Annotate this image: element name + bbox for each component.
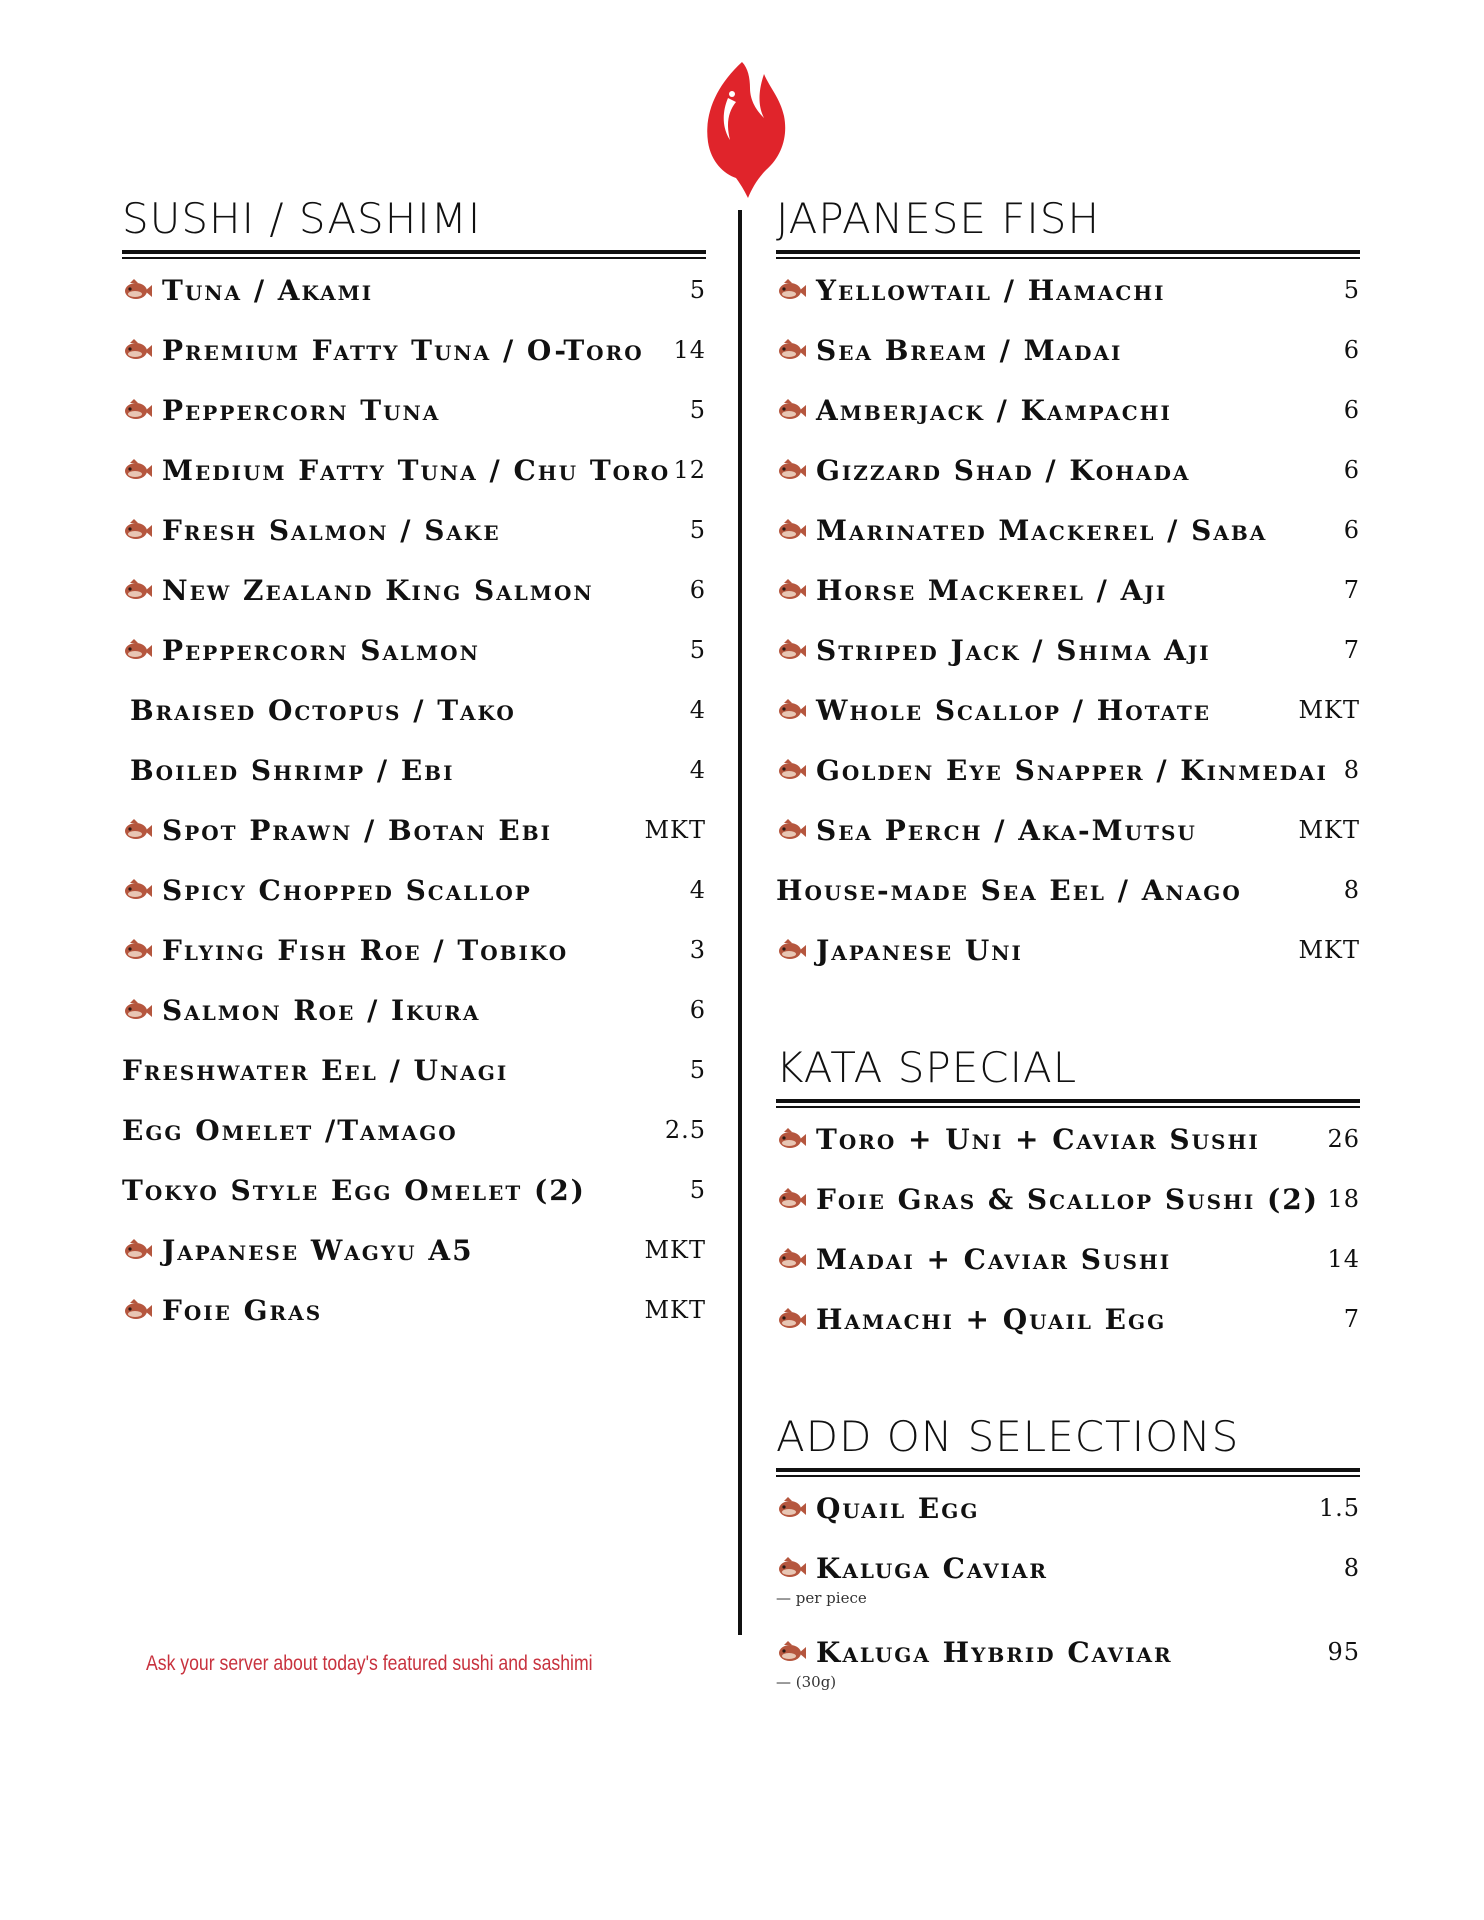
menu-item-price: 18 (1327, 1185, 1360, 1213)
menu-item (776, 453, 1360, 513)
menu-item-name: House-made Sea Eel / Anago (776, 873, 1242, 907)
menu-item-name: Foie Gras (162, 1293, 323, 1327)
blowfish-icon (122, 999, 152, 1021)
menu-item-name: Salmon Roe / Ikura (162, 993, 481, 1027)
menu-item-name: Gizzard Shad / Kohada (816, 453, 1191, 487)
menu-item-price: MKT (644, 1236, 706, 1264)
menu-item-price: MKT (1298, 696, 1360, 724)
menu-item-name: Spicy Chopped Scallop (162, 873, 532, 907)
menu-item (776, 1491, 1360, 1551)
menu-item-line (776, 513, 1360, 547)
menu-item-price: MKT (644, 816, 706, 844)
menu-item-line (122, 1233, 706, 1267)
menu-item-line (776, 1122, 1360, 1156)
menu-item-name: Quail Egg (816, 1491, 980, 1525)
menu-item-price: 5 (689, 1176, 706, 1204)
menu-item (122, 813, 706, 873)
blowfish-icon (776, 1641, 806, 1663)
section-rule (776, 1099, 1360, 1108)
menu-item (776, 1122, 1360, 1182)
menu-item-line (776, 933, 1360, 967)
menu-item-price: 2.5 (664, 1116, 706, 1144)
menu-item-price: 4 (689, 756, 706, 784)
blowfish-icon (776, 819, 806, 841)
menu-item-name: Boiled Shrimp / Ebi (130, 753, 455, 787)
menu-item-name: Premium Fatty Tuna / O-Toro (162, 333, 644, 367)
blowfish-icon (122, 519, 152, 541)
section-title: KATA SPECIAL (776, 1043, 1078, 1092)
section-title: JAPANESE FISH (776, 194, 1101, 243)
menu-item-name: Whole Scallop / Hotate (816, 693, 1211, 727)
menu-item-line (776, 1635, 1360, 1669)
menu-item-name: Flying Fish Roe / Tobiko (162, 933, 569, 967)
menu-item-price: 7 (1343, 636, 1360, 664)
menu-item-price: 12 (673, 456, 706, 484)
menu-item (122, 453, 706, 513)
section-kata-special (776, 1045, 1360, 1362)
blowfish-icon (776, 519, 806, 541)
menu-item (122, 993, 706, 1053)
menu-item-name: Sea Bream / Madai (816, 333, 1123, 367)
blowfish-icon (776, 339, 806, 361)
blowfish-icon (122, 339, 152, 361)
menu-item-price: 6 (1343, 456, 1360, 484)
menu-item-line (122, 933, 706, 967)
blowfish-icon (776, 399, 806, 421)
section-rule (776, 1468, 1360, 1477)
menu-item-line (122, 993, 706, 1027)
section-sushi-sashimi (122, 196, 706, 1353)
menu-item-line (122, 513, 706, 547)
menu-item-line (122, 393, 706, 427)
menu-item-name: Japanese Uni (816, 933, 1023, 967)
blowfish-icon (122, 399, 152, 421)
menu-item-name: New Zealand King Salmon (162, 573, 594, 607)
menu-item-name: Striped Jack / Shima Aji (816, 633, 1211, 667)
column-divider (738, 210, 742, 1635)
menu-item (776, 273, 1360, 333)
menu-item-price: 8 (1343, 1554, 1360, 1582)
blowfish-icon (776, 1557, 806, 1579)
section-japanese-fish (776, 196, 1360, 993)
menu-item-line (776, 393, 1360, 427)
menu-item-line (122, 873, 706, 907)
menu-item (776, 633, 1360, 693)
menu-item-price: 5 (689, 1056, 706, 1084)
menu-item (776, 1551, 1360, 1635)
menu-item-line (776, 1551, 1360, 1585)
menu-list (122, 273, 706, 1353)
menu-item-name: Fresh Salmon / Sake (162, 513, 501, 547)
menu-list (776, 1491, 1360, 1719)
section-add-on-selections (776, 1414, 1360, 1719)
menu-item-price: 5 (689, 516, 706, 544)
menu-item (776, 573, 1360, 633)
flame-fish-logo (698, 58, 790, 198)
blowfish-icon (122, 639, 152, 661)
menu-item (122, 933, 706, 993)
menu-item-price: 4 (689, 696, 706, 724)
menu-item (776, 1635, 1360, 1719)
menu-item-line (122, 1113, 706, 1147)
menu-item-price: 6 (1343, 516, 1360, 544)
menu-item-line (122, 693, 706, 727)
menu-item-price: MKT (644, 1296, 706, 1324)
menu-item-name: Japanese Wagyu A5 (162, 1233, 474, 1267)
blowfish-icon (122, 1299, 152, 1321)
blowfish-icon (776, 639, 806, 661)
left-column (122, 196, 706, 1353)
menu-item-price: MKT (1298, 936, 1360, 964)
menu-item-name: Egg Omelet /Tamago (122, 1113, 458, 1147)
menu-item-name: Kaluga Caviar (816, 1551, 1048, 1585)
menu-item-name: Peppercorn Salmon (162, 633, 480, 667)
blowfish-icon (122, 1239, 152, 1261)
menu-item-line (776, 1302, 1360, 1336)
menu-item-note: — (30g) (776, 1673, 837, 1691)
menu-item-price: 3 (689, 936, 706, 964)
menu-item-name: Tokyo Style Egg Omelet (2) (122, 1173, 586, 1207)
blowfish-icon (776, 459, 806, 481)
menu-item-line (776, 1242, 1360, 1276)
menu-item (776, 813, 1360, 873)
menu-item (776, 513, 1360, 573)
blowfish-icon (122, 819, 152, 841)
menu-item (122, 513, 706, 573)
menu-item (122, 573, 706, 633)
menu-item-price: 6 (689, 576, 706, 604)
menu-item-price: 6 (1343, 336, 1360, 364)
menu-item-line (776, 1182, 1360, 1216)
menu-item (122, 753, 706, 813)
menu-item-name: Amberjack / Kampachi (816, 393, 1172, 427)
menu-item-line (776, 333, 1360, 367)
blowfish-icon (776, 1497, 806, 1519)
menu-item (122, 393, 706, 453)
menu-item-line (122, 333, 706, 367)
footer-note: Ask your server about today's featured sushi and sashimi (146, 1652, 593, 1675)
menu-item-name: Golden Eye Snapper / Kinmedai (816, 753, 1328, 787)
blowfish-icon (776, 1128, 806, 1150)
menu-item-price: 14 (1327, 1245, 1360, 1273)
menu-item-price: 6 (689, 996, 706, 1024)
menu-item (122, 1173, 706, 1233)
section-title: SUSHI / SASHIMI (122, 194, 482, 243)
blowfish-icon (776, 579, 806, 601)
blowfish-icon (122, 459, 152, 481)
menu-item (776, 873, 1360, 933)
blowfish-icon (776, 1248, 806, 1270)
blowfish-icon (122, 279, 152, 301)
menu-item (776, 1302, 1360, 1362)
menu-item-price: 8 (1343, 876, 1360, 904)
menu-item-line (122, 753, 706, 787)
menu-item-line (776, 633, 1360, 667)
menu-item (776, 753, 1360, 813)
menu-item-name: Kaluga Hybrid Caviar (816, 1635, 1173, 1669)
menu-item-name: Toro + Uni + Caviar Sushi (816, 1122, 1260, 1156)
menu-item (122, 873, 706, 933)
menu-item-price: 5 (1343, 276, 1360, 304)
menu-item (122, 633, 706, 693)
menu-item-line (122, 453, 706, 487)
blowfish-icon (122, 879, 152, 901)
menu-item-price: 8 (1343, 756, 1360, 784)
menu-item-line (776, 453, 1360, 487)
menu-item (776, 1182, 1360, 1242)
blowfish-icon (776, 759, 806, 781)
menu-item-line (122, 1053, 706, 1087)
menu-item-name: Spot Prawn / Botan Ebi (162, 813, 552, 847)
menu-item-price: 26 (1327, 1125, 1360, 1153)
menu-item (776, 693, 1360, 753)
menu-item-line (776, 813, 1360, 847)
menu-item-name: Freshwater Eel / Unagi (122, 1053, 509, 1087)
blowfish-icon (776, 939, 806, 961)
menu-item-line (776, 1491, 1360, 1525)
menu-item-price: 5 (689, 396, 706, 424)
menu-item-price: 5 (689, 276, 706, 304)
menu-item-price: MKT (1298, 816, 1360, 844)
menu-item-line (122, 573, 706, 607)
menu-item (776, 333, 1360, 393)
menu-item-price: 5 (689, 636, 706, 664)
menu-item (122, 273, 706, 333)
blowfish-icon (122, 939, 152, 961)
menu-item-line (776, 753, 1360, 787)
section-rule (776, 250, 1360, 259)
menu-item-name: Madai + Caviar Sushi (816, 1242, 1172, 1276)
menu-item-line (776, 873, 1360, 907)
menu-item (776, 933, 1360, 993)
menu-item (122, 1233, 706, 1293)
section-title: ADD ON SELECTIONS (776, 1412, 1240, 1461)
menu-item-line (776, 693, 1360, 727)
menu-item-line (122, 813, 706, 847)
menu-item-name: Foie Gras & Scallop Sushi (2) (816, 1182, 1319, 1216)
menu-item (776, 1242, 1360, 1302)
menu-item-line (122, 273, 706, 307)
menu-list (776, 1122, 1360, 1362)
menu-item-name: Medium Fatty Tuna / Chu Toro (162, 453, 671, 487)
menu-list (776, 273, 1360, 993)
menu-item-price: 7 (1343, 1305, 1360, 1333)
menu-item (122, 1053, 706, 1113)
menu-item (122, 1293, 706, 1353)
menu-item (122, 333, 706, 393)
menu-item-price: 7 (1343, 576, 1360, 604)
blowfish-icon (776, 1308, 806, 1330)
menu-item-name: Braised Octopus / Tako (130, 693, 516, 727)
section-rule (122, 250, 706, 259)
right-column (776, 196, 1360, 1719)
blowfish-icon (776, 699, 806, 721)
blowfish-icon (776, 1188, 806, 1210)
blowfish-icon (776, 279, 806, 301)
blowfish-icon (122, 579, 152, 601)
menu-item-name: Hamachi + Quail Egg (816, 1302, 1167, 1336)
menu-item-price: 6 (1343, 396, 1360, 424)
menu-item-line (122, 633, 706, 667)
menu-item (122, 693, 706, 753)
menu-item-line (122, 1293, 706, 1327)
menu-item-line (776, 273, 1360, 307)
menu-item-price: 1.5 (1318, 1494, 1360, 1522)
menu-item-name: Peppercorn Tuna (162, 393, 441, 427)
menu-item-line (776, 573, 1360, 607)
menu-item-name: Sea Perch / Aka-Mutsu (816, 813, 1197, 847)
menu-item (122, 1113, 706, 1173)
menu-item-price: 95 (1327, 1638, 1360, 1666)
menu-item-price: 14 (673, 336, 706, 364)
menu-item-line (122, 1173, 706, 1207)
menu-item-name: Yellowtail / Hamachi (816, 273, 1166, 307)
menu-item-name: Horse Mackerel / Aji (816, 573, 1168, 607)
menu-item-name: Tuna / Akami (162, 273, 374, 307)
menu-item (776, 393, 1360, 453)
menu-item-name: Marinated Mackerel / Saba (816, 513, 1268, 547)
menu-item-note: — per piece (776, 1589, 867, 1607)
menu-item-price: 4 (689, 876, 706, 904)
